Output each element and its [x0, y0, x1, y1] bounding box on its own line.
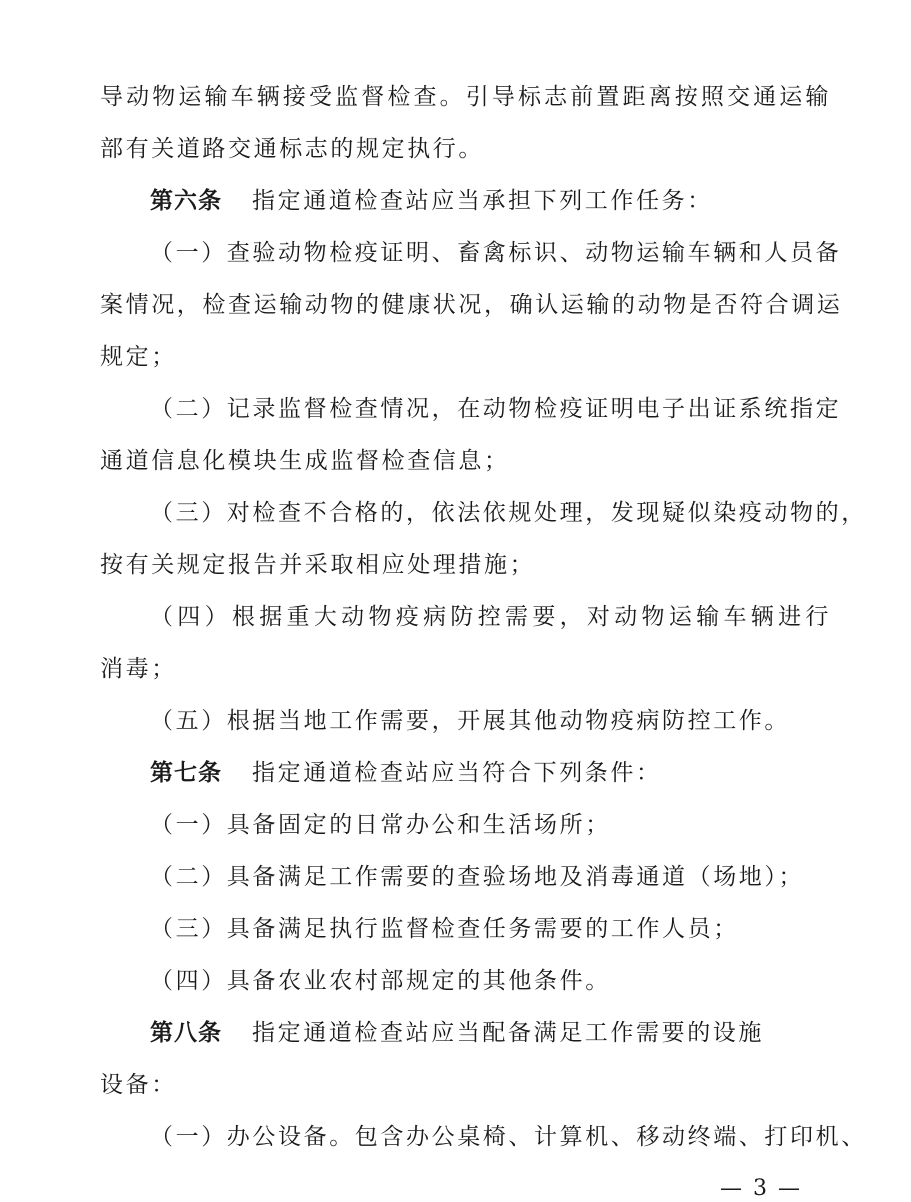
article-label: 第六条 [150, 188, 222, 214]
article-text: 指定通道检查站应当承担下列工作任务： [252, 188, 713, 214]
text-line: （四）具备农业农村部规定的其他条件。 [150, 968, 611, 994]
text-line: （三）对检查不合格的，依法依规处理，发现疑似染疫动物的， [150, 500, 867, 526]
text-line: 导动物运输车辆接受监督检查。引导标志前置距离按照交通运输 [100, 84, 831, 110]
article-7-heading [150, 756, 831, 790]
text-line: （三）具备满足执行监督检查任务需要的工作人员； [150, 916, 739, 942]
text-line: 消毒； [100, 656, 177, 682]
article-8-heading [150, 1016, 831, 1050]
text-line: （二）具备满足工作需要的查验场地及消毒通道（场地）； [150, 864, 805, 890]
text-line: （二）记录监督检查情况，在动物检疫证明电子出证系统指定 [150, 396, 842, 422]
text-line: （一）查验动物检疫证明、畜禽标识、动物运输车辆和人员备 [150, 240, 842, 266]
article-label: 第七条 [150, 760, 222, 786]
text-line: 规定； [100, 344, 177, 370]
text-line: （五）根据当地工作需要，开展其他动物疫病防控工作。 [150, 708, 790, 734]
text-line: 按有关规定报告并采取相应处理措施； [100, 552, 536, 578]
article-6-heading [150, 184, 831, 218]
text-line: 通道信息化模块生成监督检查信息； [100, 448, 510, 474]
text-line: 设备： [100, 1072, 177, 1098]
text-line: 部有关道路交通标志的规定执行。 [100, 136, 484, 162]
article-text: 指定通道检查站应当配备满足工作需要的设施 [252, 1020, 764, 1046]
article-label: 第八条 [150, 1020, 222, 1046]
text-line: （一）具备固定的日常办公和生活场所； [150, 812, 611, 838]
text-line: （四）根据重大动物疫病防控需要，对动物运输车辆进行 [150, 604, 831, 630]
text-line: 案情况，检查运输动物的健康状况，确认运输的动物是否符合调运 [100, 292, 843, 318]
article-text: 指定通道检查站应当符合下列条件： [252, 760, 662, 786]
text-line: （一）办公设备。包含办公桌椅、计算机、移动终端、打印机、 [150, 1124, 867, 1150]
page-number: — 3 — [720, 1176, 802, 1201]
